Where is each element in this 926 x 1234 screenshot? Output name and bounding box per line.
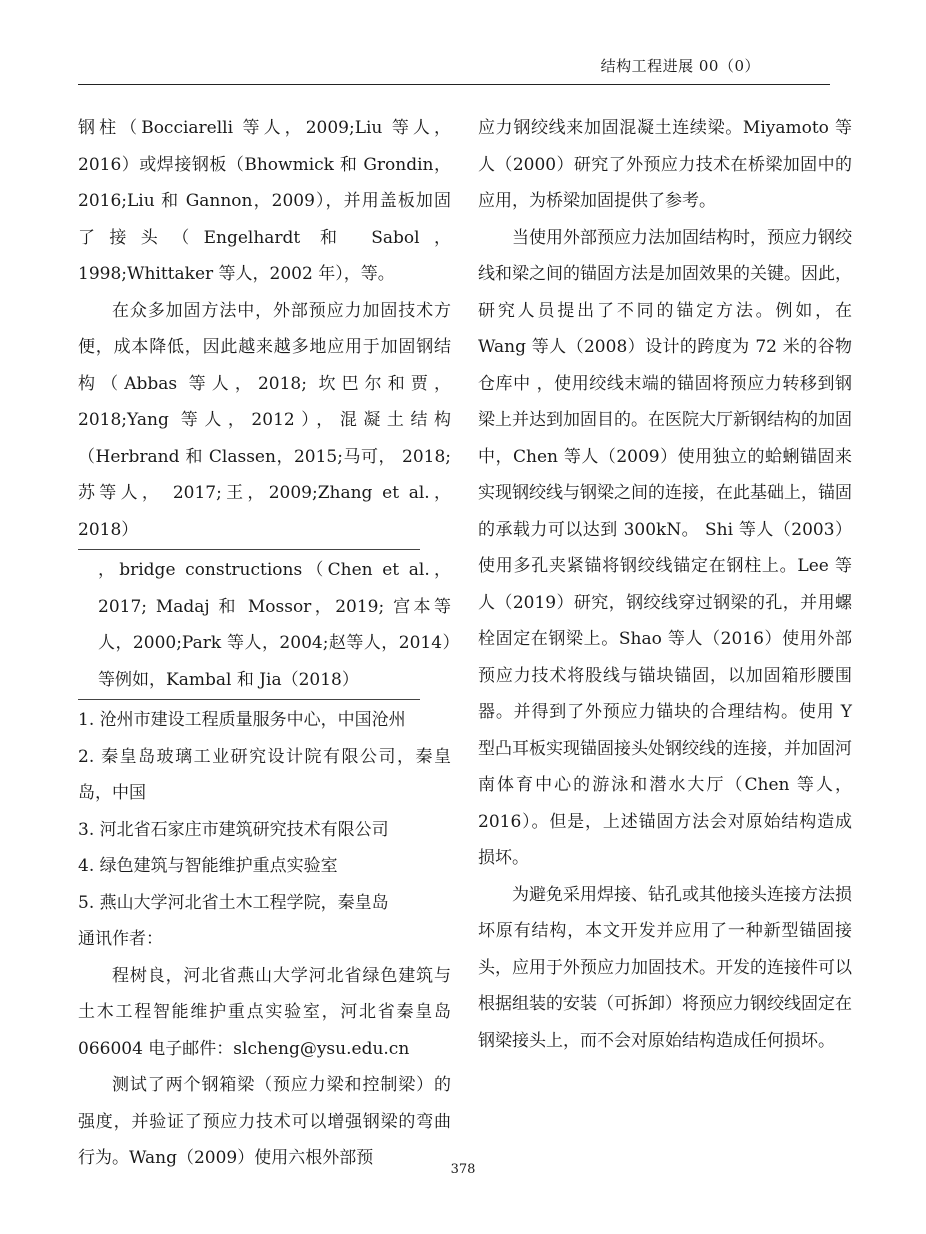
- correspondence-label: 通讯作者：: [78, 929, 163, 949]
- footnote-paragraph: ，bridge constructions（Chen et al.，2017; Madaj 和 Mossor，2019; 宫本等人，2000;Park 等人，2004;赵等人，2014）等例如，Kambal 和 Jia（2018）: [98, 560, 451, 690]
- affiliation-list: [78, 702, 451, 921]
- body-paragraph: 应力钢绞线来加固混凝土连续梁。Miyamoto 等人（2000）研究了外预应力技术在桥梁加固中的应用，为桥梁加固提供了参考。: [478, 118, 852, 211]
- affiliation-item: 1. 沧州市建设工程质量服务中心，中国沧州: [78, 710, 406, 730]
- body-paragraph: 为避免采用焊接、钻孔或其他接头连接方法损坏原有结构，本文开发并应用了一种新型锚固接头，应用于外预应力加固技术。开发的连接件可以根据组装的安装（可拆卸）将预应力钢绞线固定在钢梁接头上，而不会对原始结构造成任何损坏。: [478, 884, 852, 1051]
- footnote-divider: [78, 549, 420, 550]
- body-paragraph: 当使用外部预应力法加固结构时，预应力钢绞线和梁之间的锚固方法是加固效果的关键。因此，研究人员提出了不同的锚定方法。例如，在 Wang 等人（2008）设计的跨度为 72 米的谷物仓库中 ，使用绞线末端的锚固将预应力转移到钢梁上并达到加固目的。在医院大厅新钢结构的加固中，Chen 等人（2009）使用独立的蛤蜊锚固来实现钢绞线与钢梁之间的连接，在此基础上，锚固的承载力可以达到 300kN。 Shi 等人（2003）使用多孔夹紧锚将钢绞线锚定在钢柱上。Lee 等人（2019）研究，钢绞线穿过钢梁的孔，并用螺栓固定在钢梁上。Shao 等人（2016）使用外部预应力技术将股线与锚块锚固，以加固箱形腰围器。并得到了外预应力锚块的合理结构。使用 Y 型凸耳板实现锚固接头处钢绞线的连接，并加固河南体育中心的游泳和潜水大厅（Chen 等人，2016）。但是，上述锚固方法会对原始结构造成损坏。: [478, 227, 852, 868]
- header-rule: [78, 84, 830, 85]
- affiliation-item: 3. 河北省石家庄市建筑研究技术有限公司: [78, 819, 389, 840]
- right-column: [478, 110, 852, 1059]
- body-paragraph: 测试了两个钢箱梁（预应力梁和控制梁）的强度，并验证了预应力技术可以增强钢梁的弯曲行为。Wang（2009）使用六根外部预: [78, 1075, 451, 1168]
- affiliation-item: 5. 燕山大学河北省土木工程学院，秦皇岛: [78, 892, 389, 913]
- left-column: [78, 110, 451, 1177]
- running-header: 结构工程进展 00（0）: [600, 57, 760, 75]
- affiliation-item: 4. 绿色建筑与智能维护重点实验室: [78, 856, 338, 876]
- correspondence-details: 程树良，河北省燕山大学河北省绿色建筑与土木工程智能维护重点实验室，河北省秦皇岛 066004 电子邮件：slcheng@ysu.edu.cn: [78, 965, 451, 1059]
- body-paragraph: 钢柱（Bocciarelli 等人，2009;Liu 等人，2016）或焊接钢板（Bhowmick 和 Grondin，2016;Liu 和 Gannon，2009），并用盖板加固了接头（Engelhardt 和 Sabol，1998;Whittaker 等人，2002 年），等。: [78, 118, 451, 284]
- affiliation-divider: [78, 699, 420, 700]
- body-paragraph: 在众多加固方法中，外部预应力加固技术方便，成本降低，因此越来越多地应用于加固钢结构（Abbas 等人，2018; 坎巴尔和贾，2018;Yang 等人，2012），混凝土结构（Herbrand 和 Classen，2015;马可， 2018;苏等人， 2017;王，2009;Zhang et al.，2018）: [78, 300, 451, 540]
- affiliation-item: 2. 秦皇岛玻璃工业研究设计院有限公司，秦皇岛，中国: [78, 746, 451, 803]
- page-number: 378: [450, 1162, 476, 1177]
